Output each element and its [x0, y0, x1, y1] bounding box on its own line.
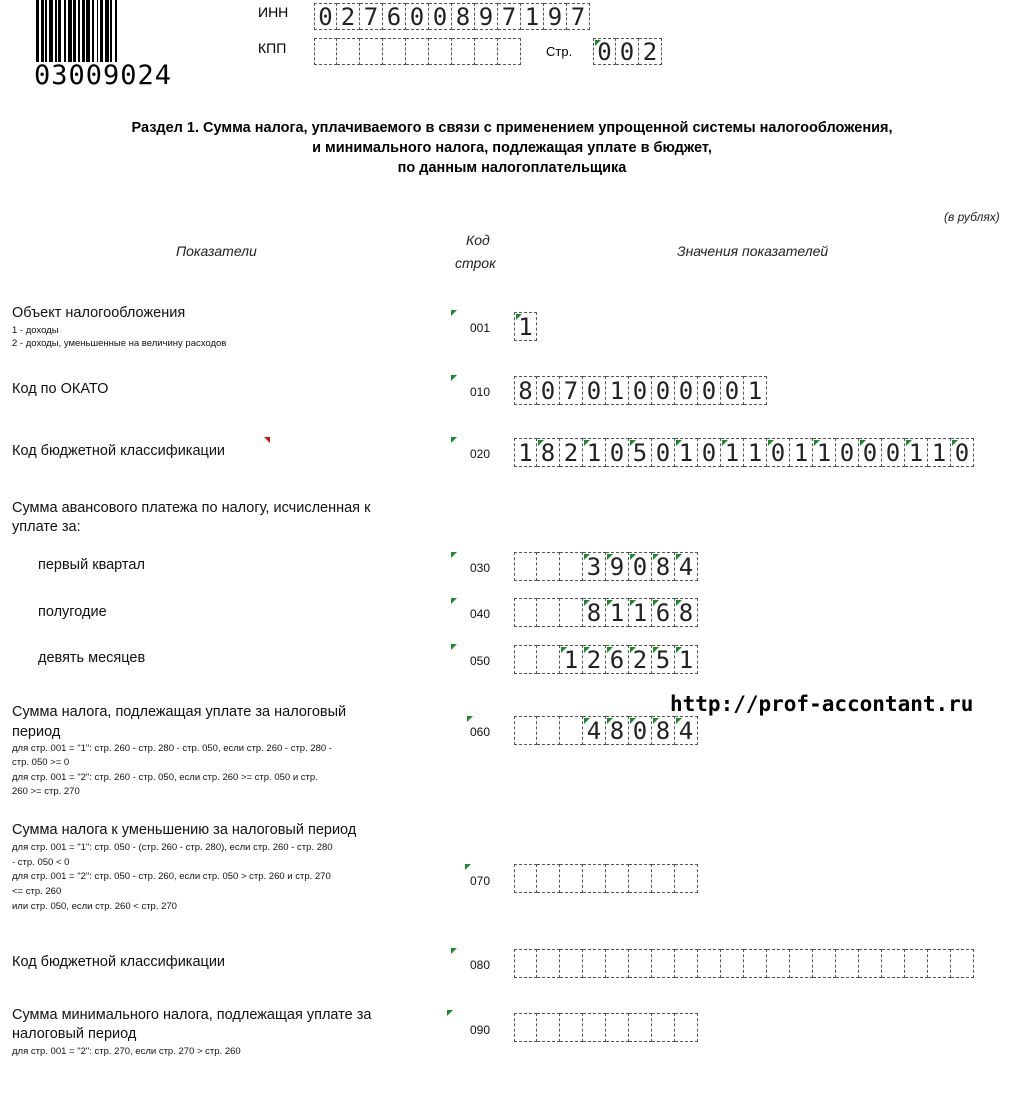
units-note: (в рублях)	[944, 210, 1000, 224]
row-030-field-cell[interactable]	[537, 552, 560, 581]
row-040-field-cell[interactable]: 1	[606, 598, 629, 627]
page-number-field-cell[interactable]: 2	[639, 38, 662, 65]
row-080-field-cell[interactable]	[606, 949, 629, 978]
row-001-field[interactable]	[514, 312, 537, 341]
row-070-field-cell[interactable]	[583, 864, 606, 893]
inn-field-cell[interactable]: 7	[360, 3, 383, 30]
row-001-marker-icon	[451, 310, 457, 316]
row-050-field[interactable]	[514, 645, 698, 674]
row-060-field-cell[interactable]: 0	[629, 716, 652, 745]
row-090-label-line1: Сумма минимального налога, подлежащая уплате за	[12, 1007, 372, 1023]
barcode-number: 03009024	[34, 60, 173, 91]
row-060-field-cell[interactable]: 4	[675, 716, 698, 745]
row-090-field-cell[interactable]	[560, 1013, 583, 1042]
row-090-field-cell[interactable]	[606, 1013, 629, 1042]
row-090-label-line2: налоговый период	[12, 1026, 137, 1042]
row-090-field[interactable]	[514, 1013, 698, 1042]
kpp-field-cell[interactable]	[337, 38, 360, 65]
section-title-line2: и минимального налога, подлежащая уплате в бюджет,	[312, 140, 712, 156]
row-040-field-cell[interactable]	[560, 598, 583, 627]
row-080-field-cell[interactable]	[583, 949, 606, 978]
row-080-field-cell[interactable]	[629, 949, 652, 978]
row-090-field-cell[interactable]	[583, 1013, 606, 1042]
row-070-label-line1: Сумма налога к уменьшению за налоговый период	[12, 822, 357, 838]
row-020-field-cell[interactable]: 1	[514, 438, 537, 467]
col-indicators-header: Показатели	[176, 243, 257, 259]
barcode-bar	[117, 0, 119, 62]
row-080-field-cell[interactable]	[882, 949, 905, 978]
row-070-field[interactable]	[514, 864, 698, 893]
row-030-field-cell[interactable]: 4	[675, 552, 698, 581]
row-080-field-cell[interactable]	[721, 949, 744, 978]
kpp-field-cell[interactable]	[406, 38, 429, 65]
row-030-field-cell[interactable]: 0	[629, 552, 652, 581]
col-code-header-1: Код	[466, 232, 490, 248]
row-060-code: 060	[470, 725, 491, 739]
row-080-label: Код бюджетной классификации	[12, 954, 226, 970]
row-090-note1: для стр. 001 = "2": стр. 270, если стр. 270 > стр. 260	[12, 1046, 241, 1057]
row-070-note1: для стр. 001 = "1": стр. 050 - (стр. 260 - стр. 280), если стр. 260 - стр. 280	[12, 842, 333, 853]
row-030-field-cell[interactable]: 3	[583, 552, 606, 581]
row-080-field-cell[interactable]	[767, 949, 790, 978]
row-020-comment-icon	[264, 437, 270, 443]
advance-label-line2: уплате за:	[12, 519, 81, 535]
row-050-label: девять месяцев	[38, 650, 146, 666]
page-number-field-cell[interactable]: 0	[593, 38, 616, 65]
row-050-field-cell[interactable]: 1	[560, 645, 583, 674]
row-060-note2: стр. 050 >= 0	[12, 757, 70, 768]
row-070-field-cell[interactable]	[560, 864, 583, 893]
row-070-note4: <= стр. 260	[12, 886, 62, 897]
row-050-field-cell[interactable]	[537, 645, 560, 674]
row-050-field-cell[interactable]: 2	[583, 645, 606, 674]
row-010-field-cell[interactable]: 0	[629, 376, 652, 405]
row-020-field-cell[interactable]: 0	[606, 438, 629, 467]
row-080-field-cell[interactable]	[675, 949, 698, 978]
row-050-marker-icon	[451, 644, 457, 650]
row-001-field-cell[interactable]: 1	[514, 312, 537, 341]
row-040-field[interactable]	[514, 598, 698, 627]
row-020-field-cell[interactable]: 8	[537, 438, 560, 467]
row-070-field-cell[interactable]	[675, 864, 698, 893]
row-080-field-cell[interactable]	[836, 949, 859, 978]
row-001-code: 001	[470, 321, 491, 335]
row-070-marker-icon	[465, 864, 471, 870]
inn-field-cell[interactable]: 7	[498, 3, 521, 30]
row-060-note4: 260 >= стр. 270	[12, 786, 80, 797]
row-060-field-cell[interactable]: 8	[606, 716, 629, 745]
row-040-code: 040	[470, 607, 491, 621]
row-060-label-line2: период	[12, 724, 61, 740]
row-090-field-cell[interactable]	[537, 1013, 560, 1042]
kpp-field-cell[interactable]	[452, 38, 475, 65]
row-090-field-cell[interactable]	[514, 1013, 537, 1042]
kpp-field-cell[interactable]	[383, 38, 406, 65]
row-090-field-cell[interactable]	[675, 1013, 698, 1042]
row-080-field-cell[interactable]	[652, 949, 675, 978]
row-070-field-cell[interactable]	[629, 864, 652, 893]
row-060-marker-icon	[467, 716, 473, 722]
row-010-field-cell[interactable]: 0	[583, 376, 606, 405]
row-080-field-cell[interactable]	[951, 949, 974, 978]
page-number-field-cell[interactable]: 0	[616, 38, 639, 65]
row-080-field-cell[interactable]	[928, 949, 951, 978]
row-060-field-cell[interactable]: 8	[652, 716, 675, 745]
row-040-field-cell[interactable]: 1	[629, 598, 652, 627]
row-050-field-cell[interactable]: 5	[652, 645, 675, 674]
row-001-label: Объект налогообложения	[12, 305, 186, 321]
row-010-field-cell[interactable]: 0	[652, 376, 675, 405]
row-030-field-cell[interactable]	[560, 552, 583, 581]
inn-field-cell[interactable]: 6	[383, 3, 406, 30]
row-030-field[interactable]	[514, 552, 698, 581]
kpp-field-cell[interactable]	[314, 38, 337, 65]
row-050-code: 050	[470, 654, 491, 668]
row-020-field-cell[interactable]: 1	[721, 438, 744, 467]
row-080-field-cell[interactable]	[790, 949, 813, 978]
row-020-field-cell[interactable]: 0	[767, 438, 790, 467]
page-number-field[interactable]	[593, 38, 662, 65]
row-030-field-cell[interactable]	[514, 552, 537, 581]
row-020-field-cell[interactable]: 0	[652, 438, 675, 467]
inn-field-cell[interactable]: 2	[337, 3, 360, 30]
row-020-field-cell[interactable]: 1	[928, 438, 951, 467]
row-030-field-cell[interactable]: 8	[652, 552, 675, 581]
row-070-note2: - стр. 050 < 0	[12, 857, 70, 868]
row-020-field-cell[interactable]: 0	[951, 438, 974, 467]
row-040-field-cell[interactable]: 8	[675, 598, 698, 627]
inn-field-cell[interactable]: 0	[314, 3, 337, 30]
kpp-label: КПП	[258, 40, 287, 56]
col-values-header: Значения показателей	[677, 243, 829, 259]
row-010-marker-icon	[451, 375, 457, 381]
row-080-field-cell[interactable]	[514, 949, 537, 978]
row-020-field-cell[interactable]: 0	[698, 438, 721, 467]
row-070-code: 070	[470, 874, 491, 888]
row-010-field-cell[interactable]: 1	[606, 376, 629, 405]
row-010-field[interactable]	[514, 376, 767, 405]
inn-label: ИНН	[258, 4, 289, 20]
row-090-field-cell[interactable]	[629, 1013, 652, 1042]
row-020-field-cell[interactable]: 0	[882, 438, 905, 467]
row-020-field-cell[interactable]: 1	[790, 438, 813, 467]
row-040-field-cell[interactable]: 8	[583, 598, 606, 627]
row-040-field-cell[interactable]: 6	[652, 598, 675, 627]
row-010-field-cell[interactable]: 7	[560, 376, 583, 405]
row-080-field-cell[interactable]	[698, 949, 721, 978]
row-020-marker-icon	[451, 437, 457, 443]
row-020-code: 020	[470, 447, 491, 461]
row-020-field-cell[interactable]: 2	[560, 438, 583, 467]
row-060-field[interactable]	[514, 716, 698, 745]
barcode	[32, 0, 202, 90]
kpp-field-cell[interactable]	[498, 38, 521, 65]
inn-field[interactable]	[314, 3, 590, 30]
inn-field-cell[interactable]: 9	[544, 3, 567, 30]
row-060-field-cell[interactable]	[560, 716, 583, 745]
section-title-line3: по данным налогоплательщика	[397, 160, 627, 176]
row-020-field-cell[interactable]: 1	[813, 438, 836, 467]
row-020-field-cell[interactable]: 1	[675, 438, 698, 467]
row-010-field-cell[interactable]: 8	[514, 376, 537, 405]
row-010-field-cell[interactable]: 0	[721, 376, 744, 405]
row-030-code: 030	[470, 561, 491, 575]
row-090-field-cell[interactable]	[652, 1013, 675, 1042]
row-080-field-cell[interactable]	[859, 949, 882, 978]
row-010-field-cell[interactable]: 0	[698, 376, 721, 405]
row-080-marker-icon	[451, 948, 457, 954]
row-020-field-cell[interactable]: 1	[744, 438, 767, 467]
row-040-field-cell[interactable]	[514, 598, 537, 627]
row-010-code: 010	[470, 385, 491, 399]
row-030-field-cell[interactable]: 9	[606, 552, 629, 581]
row-020-field-cell[interactable]: 1	[905, 438, 928, 467]
row-020-field-cell[interactable]: 0	[836, 438, 859, 467]
row-070-field-cell[interactable]	[514, 864, 537, 893]
inn-field-cell[interactable]: 0	[406, 3, 429, 30]
row-010-field-cell[interactable]: 1	[744, 376, 767, 405]
inn-field-cell[interactable]: 1	[521, 3, 544, 30]
watermark-url: http://prof-accontant.ru	[670, 692, 974, 716]
row-070-field-cell[interactable]	[537, 864, 560, 893]
row-060-note3: для стр. 001 = "2": стр. 260 - стр. 050, если стр. 260 >= стр. 050 и стр.	[12, 772, 318, 783]
row-030-marker-icon	[451, 552, 457, 558]
row-040-marker-icon	[451, 598, 457, 604]
row-020-field-cell[interactable]: 5	[629, 438, 652, 467]
row-080-field-cell[interactable]	[560, 949, 583, 978]
row-050-field-cell[interactable]	[514, 645, 537, 674]
row-001-note1: 1 - доходы	[12, 325, 59, 336]
row-030-label: первый квартал	[38, 557, 145, 573]
row-060-field-cell[interactable]: 4	[583, 716, 606, 745]
kpp-field[interactable]	[314, 38, 521, 65]
kpp-field-cell[interactable]	[360, 38, 383, 65]
barcode-bars	[36, 0, 201, 62]
row-080-field-cell[interactable]	[813, 949, 836, 978]
row-080-field[interactable]	[514, 949, 974, 978]
row-040-label: полугодие	[38, 604, 107, 620]
row-090-code: 090	[470, 1023, 491, 1037]
row-060-field-cell[interactable]	[537, 716, 560, 745]
row-010-label: Код по ОКАТО	[12, 381, 109, 397]
row-050-field-cell[interactable]: 2	[629, 645, 652, 674]
row-060-label-line1: Сумма налога, подлежащая уплате за налоговый	[12, 704, 347, 720]
row-040-field-cell[interactable]	[537, 598, 560, 627]
section-title-line1: Раздел 1. Сумма налога, уплачиваемого в связи с применением упрощенной системы налогообложения,	[131, 120, 893, 136]
row-020-field[interactable]	[514, 438, 974, 467]
row-020-label: Код бюджетной классификации	[12, 443, 226, 459]
row-070-note3: для стр. 001 = "2": стр. 050 - стр. 260, если стр. 050 > стр. 260 и стр. 270	[12, 871, 331, 882]
section-title	[0, 118, 1024, 178]
row-090-marker-icon	[447, 1010, 453, 1016]
row-020-field-cell[interactable]: 0	[859, 438, 882, 467]
inn-field-cell[interactable]: 0	[429, 3, 452, 30]
kpp-field-cell[interactable]	[475, 38, 498, 65]
row-080-code: 080	[470, 958, 491, 972]
row-080-field-cell[interactable]	[905, 949, 928, 978]
advance-label-line1: Сумма авансового платежа по налогу, исчисленная к	[12, 500, 371, 516]
row-020-field-cell[interactable]: 1	[583, 438, 606, 467]
row-070-field-cell[interactable]	[606, 864, 629, 893]
inn-field-cell[interactable]: 9	[475, 3, 498, 30]
row-050-field-cell[interactable]: 1	[675, 645, 698, 674]
row-010-field-cell[interactable]: 0	[675, 376, 698, 405]
kpp-field-cell[interactable]	[429, 38, 452, 65]
row-010-field-cell[interactable]: 0	[537, 376, 560, 405]
row-060-note1: для стр. 001 = "1": стр. 260 - стр. 280 - стр. 050, если стр. 260 - стр. 280 -	[12, 743, 333, 754]
row-060-field-cell[interactable]	[514, 716, 537, 745]
row-050-field-cell[interactable]: 6	[606, 645, 629, 674]
inn-field-cell[interactable]: 7	[567, 3, 590, 30]
inn-field-cell[interactable]: 8	[452, 3, 475, 30]
row-070-field-cell[interactable]	[652, 864, 675, 893]
page-label: Стр.	[546, 44, 573, 59]
row-080-field-cell[interactable]	[537, 949, 560, 978]
row-070-note5: или стр. 050, если стр. 260 < стр. 270	[12, 901, 177, 912]
col-code-header-2: строк	[455, 255, 496, 271]
row-001-note2: 2 - доходы, уменьшенные на величину расходов	[12, 338, 227, 349]
row-080-field-cell[interactable]	[744, 949, 767, 978]
